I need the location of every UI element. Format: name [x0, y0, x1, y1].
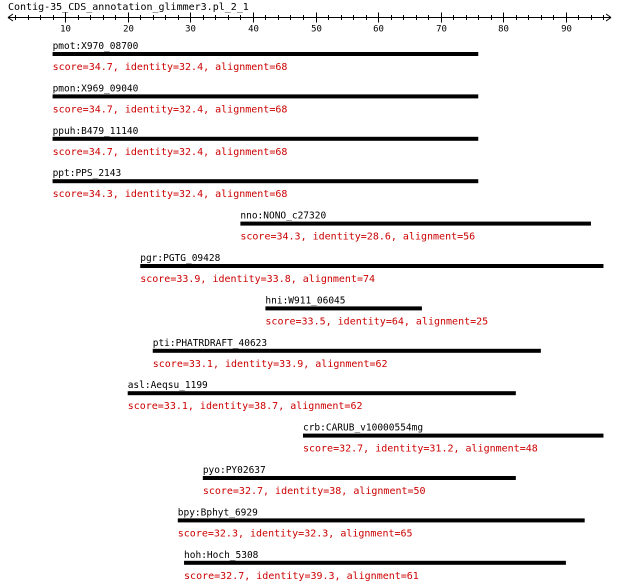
hit-bar: [53, 52, 479, 56]
hit-stats: score=32.7, identity=31.2, alignment=48: [302, 443, 538, 455]
hit-name: ppuh:B479_11140: [52, 125, 139, 137]
axis-tick-label: 50: [311, 24, 322, 35]
hit-row: [178, 507, 585, 539]
hit-name: ppt:PPS_2143: [52, 168, 122, 180]
hit-row: [184, 550, 566, 582]
hit-stats: score=34.7, identity=32.4, alignment=68: [52, 62, 288, 73]
hit-name: hni:W911_06045: [265, 295, 346, 307]
hit-row: [240, 211, 591, 243]
hit-stats: score=34.3, identity=32.4, alignment=68: [52, 189, 288, 201]
hit-row: [53, 41, 479, 73]
hit-stats: score=34.3, identity=28.6, alignment=56: [240, 231, 476, 243]
hit-bar: [153, 349, 541, 353]
hit-bar: [265, 306, 422, 310]
hit-stats: score=33.1, identity=38.7, alignment=62: [127, 401, 363, 413]
hit-stats: score=34.7, identity=32.4, alignment=68: [52, 104, 288, 116]
hit-name: asl:Aeqsu_1199: [127, 380, 208, 392]
hit-name: pmot:X970_08700: [52, 41, 139, 52]
position-axis: [8, 13, 611, 35]
hit-name: pmon:X969_09040: [52, 83, 139, 95]
hit-name: nno:NONO_c27320: [240, 210, 327, 222]
hit-stats: score=33.9, identity=33.8, alignment=74: [140, 274, 376, 285]
hit-name: pyo:PY02637: [202, 465, 266, 476]
hit-row: [128, 380, 516, 412]
hit-stats: score=33.5, identity=64, alignment=25: [265, 316, 489, 328]
hit-name: pti:PHATRDRAFT_40623: [152, 337, 268, 349]
hit-stats: score=34.7, identity=32.4, alignment=68: [52, 146, 288, 158]
hit-row: [53, 83, 479, 115]
hit-row: [140, 253, 603, 285]
hit-name: hoh:Hoch_5308: [184, 549, 259, 561]
axis-tick-label: 80: [498, 24, 509, 35]
hit-row: [53, 168, 479, 200]
hit-stats: score=32.3, identity=32.3, alignment=65: [177, 528, 413, 540]
hit-row: [53, 126, 479, 158]
hit-row: [153, 338, 541, 370]
hit-row: [203, 465, 516, 497]
hit-bar: [303, 434, 603, 438]
hit-name: bpy:Bphyt_6929: [177, 507, 258, 519]
hit-name: crb:CARUB_v10000554mg: [302, 422, 424, 434]
hit-stats: score=32.7, identity=39.3, alignment=61: [184, 570, 419, 582]
axis-tick-label: 30: [185, 24, 196, 35]
diagram-title: Contig-35_CDS_annotation_glimmer3.pl_2_1: [8, 2, 249, 13]
hit-bar: [240, 222, 591, 226]
axis-tick-label: 10: [60, 24, 71, 35]
hit-bar: [128, 391, 516, 395]
hit-stats: score=33.1, identity=33.9, alignment=62: [152, 358, 388, 370]
axis-tick-label: 40: [248, 24, 259, 35]
axis-tick-label: 70: [436, 24, 447, 35]
hit-name: pgr:PGTG_09428: [140, 253, 221, 264]
hit-bar: [140, 264, 603, 268]
hit-bar: [178, 518, 585, 522]
hit-stats: score=32.7, identity=38, alignment=50: [202, 486, 426, 497]
axis-tick-label: 90: [561, 24, 572, 35]
hit-bar: [53, 137, 479, 141]
hit-bar: [53, 94, 479, 98]
hit-bar: [184, 561, 566, 565]
hit-bar: [53, 179, 479, 183]
axis-tick-label: 20: [123, 24, 134, 35]
hit-list: [53, 41, 604, 582]
hit-row: [265, 295, 488, 327]
hit-row: [303, 423, 603, 455]
axis-tick-label: 60: [373, 24, 384, 35]
hit-bar: [203, 476, 516, 480]
